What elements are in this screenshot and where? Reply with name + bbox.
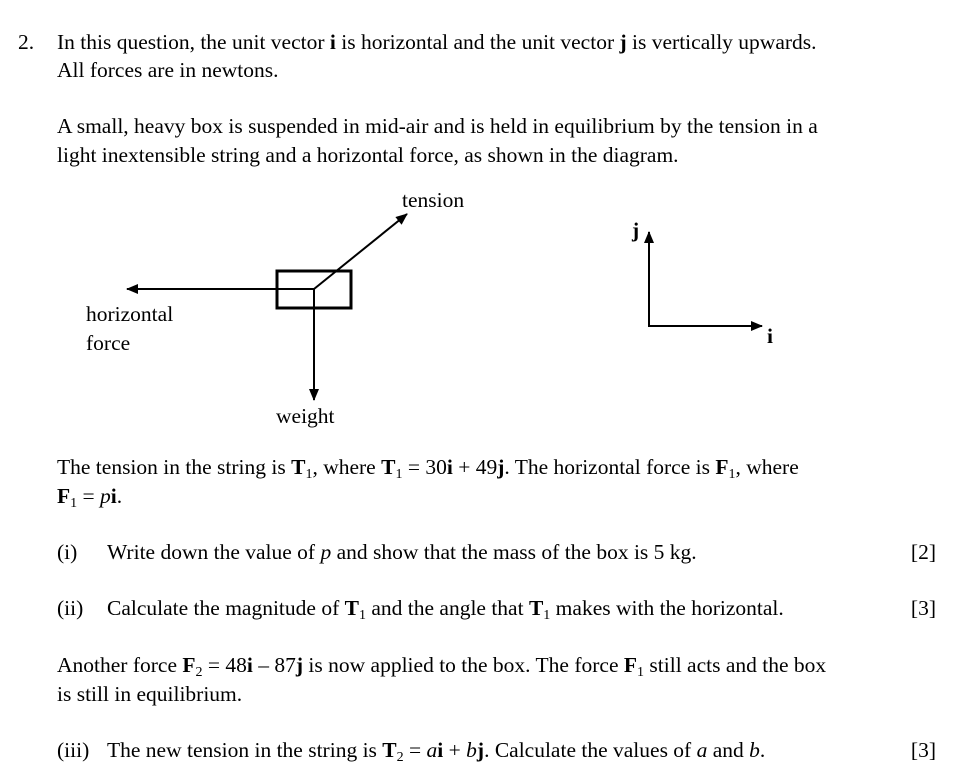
another-line-1: Another force $F_2 = 48i - 87j$ is now applied to the box. The force $F_1$ still acts and the box [57, 653, 827, 680]
part-i-marks: [2] [910, 540, 936, 564]
horizontal-label: horizontal [86, 302, 174, 326]
part-ii-text: Calculate the magnitude of $T_1$ and the angle that $T_1$ makes with the horizontal. [107, 596, 784, 623]
setup-line-2: light inextensible string and a horizontal force, as shown in the diagram. [57, 143, 679, 167]
intro-line-1: In this question, the unit vector i is horizontal and the unit vector j is vertically upwards. [57, 30, 817, 54]
part-i-text: Write down the value of p and show that the mass of the box is 5 kg. [107, 540, 697, 564]
tension-arrow [314, 214, 407, 289]
another-line-2: is still in equilibrium. [57, 682, 243, 706]
part-iii-number: (iii) [57, 738, 90, 762]
part-iii-marks: [3] [910, 738, 936, 762]
i-axis-label: i [767, 324, 773, 348]
force-label: force [86, 331, 131, 355]
part-ii-marks: [3] [910, 596, 936, 620]
setup-line-1: A small, heavy box is suspended in mid-air and is held in equilibrium by the tension in a [57, 114, 818, 138]
givens-line-2: $F_1$ = pi. [57, 484, 123, 511]
j-axis-label: j [632, 218, 640, 242]
part-iii-text: The new tension in the string is $T_2$ = ai + bj. Calculate the values of a and b. [107, 738, 766, 765]
part-ii-number: (ii) [57, 596, 84, 620]
givens-line-1: The tension in the string is $T_1$, where $T_1 = 30i + 49j$. The horizontal force is $F_1$, where [57, 455, 799, 482]
weight-label: weight [276, 404, 335, 428]
part-i-number: (i) [57, 540, 78, 564]
question-number: 2. [18, 30, 35, 54]
intro-line-2: All forces are in newtons. [57, 58, 279, 82]
tension-label: tension [402, 188, 465, 212]
